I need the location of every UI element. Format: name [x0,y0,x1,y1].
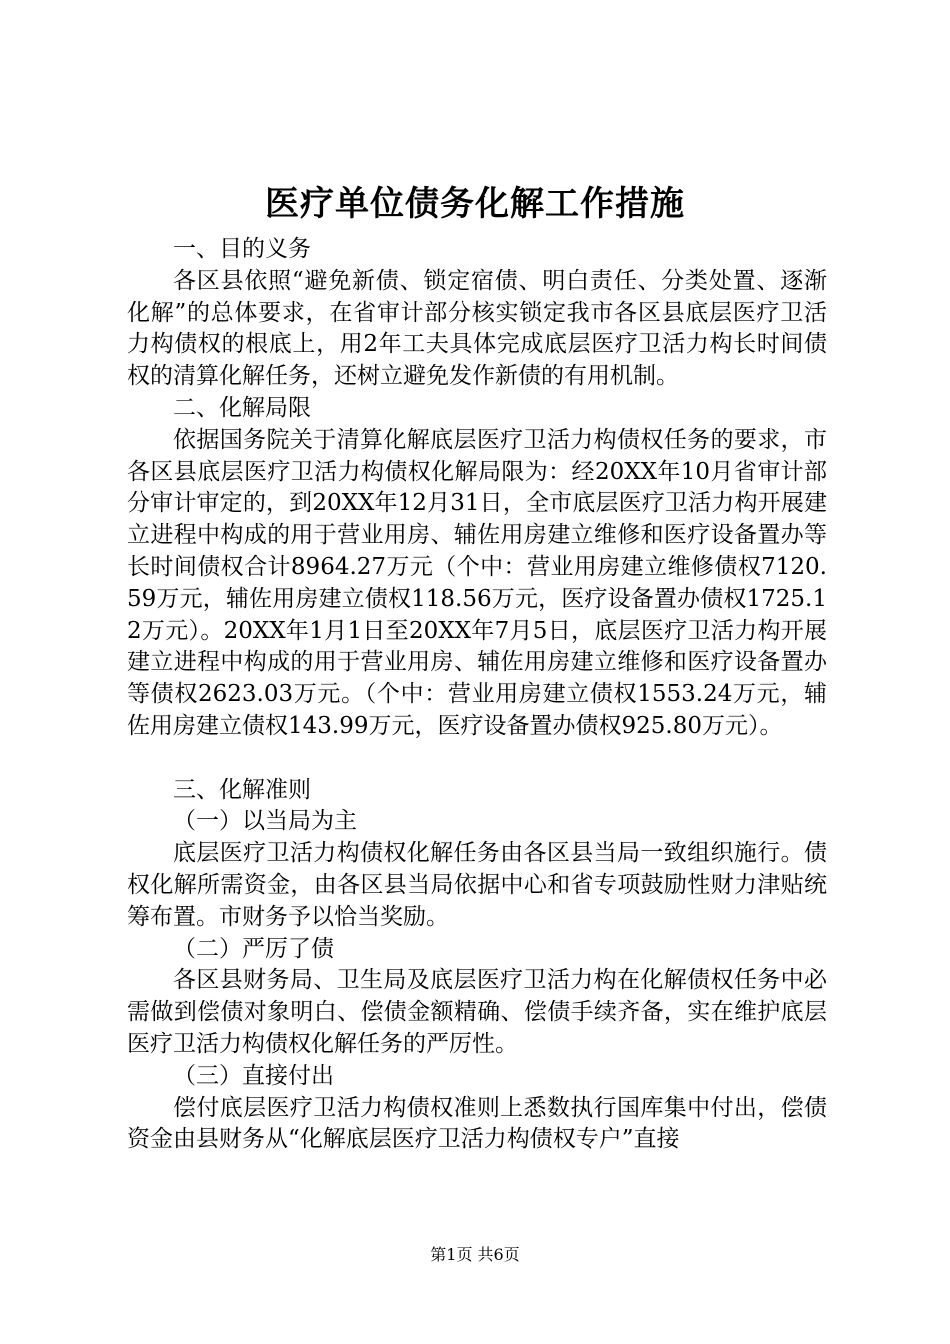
section-paragraph-1: 各区县依照“避免新债、锁定宿债、明白责任、分类处置、逐渐化解”的总体要求，在省审计部分核实锁定我市各区县底层医疗卫活力构债权的根底上，用2年工夫具体完成底层医疗卫活力构长时间债权的清算化解任务，还树立避免发作新债的有用机制。 [127,267,827,390]
document-body [127,234,827,1156]
subsection-paragraph-1: 底层医疗卫活力构债权化解任务由各区县当局一致组织施行。债权化解所需资金，由各区县当局依据中心和省专项鼓励性财力津贴统筹布置。市财务予以恰当奖励。 [127,840,827,930]
subsection-heading-2: （二）严厉了债 [173,935,334,962]
section-heading-2: 二、化解局限 [173,394,311,421]
subsection-heading-1: （一）以当局为主 [173,808,357,835]
section-heading-1: 一、目的义务 [173,236,311,262]
subsection-paragraph-2: 各区县财务局、卫生局及底层医疗卫活力构在化解债权任务中必需做到偿债对象明白、偿债金额精确、偿债手续齐备，实在维护底层医疗卫活力构债权化解任务的严厉性。 [127,967,827,1057]
paragraph-spacer [127,743,827,775]
document-title: 医疗单位债务化解工作措施 [265,184,685,224]
page-footer: 第1页 共6页 [430,1245,520,1264]
subsection-heading-3: （三）直接付出 [173,1062,334,1089]
subsection-paragraph-3: 偿付底层医疗卫活力构债权准则上悉数执行国库集中付出，偿债资金由县财务从“化解底层医疗卫活力构债权专户”直接 [127,1094,827,1153]
section-paragraph-2: 依据国务院关于清算化解底层医疗卫活力构债权任务的要求，市各区县底层医疗卫活力构债权化解局限为：经20XX年10月省审计部分审计审定的，到20XX年12月31日，全市底层医疗卫活力构开展建立进程中构成的用于营业用房、辅佐用房建立维修和医疗设备置办等长时间债权合计8964.27万元（个中：营业用房建立维修债权7120.59万元，辅佐用房建立债权118.56万元，医疗设备置办债权1725.12万元）。20XX年1月1日至20XX年7月5日，底层医疗卫活力构开展建立进程中构成的用于营业用房、辅佐用房建立维修和医疗设备置办等债权2623.03万元。（个中：营业用房建立债权1553.24万元，辅佐用房建立债权143.99万元，医疗设备置办债权925.80万元）。 [127,426,827,739]
section-heading-3: 三、化解准则 [173,776,311,803]
